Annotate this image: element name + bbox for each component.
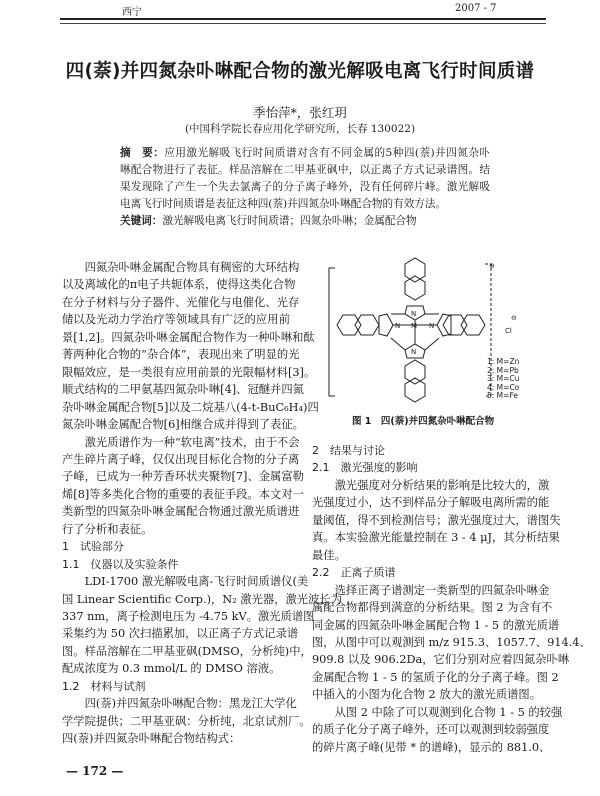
body-text-line: 量阈值，得不到检测信号；激光强度过大，谱图失 bbox=[312, 513, 561, 527]
abstract-line: 果发现除了产生一个失去氯离子的分子离子峰外，没有任何碎片峰。激光解吸 bbox=[120, 181, 490, 193]
running-header-issue: 2007 - 7 bbox=[455, 3, 497, 14]
body-text-line: 四(萘)并四氮杂卟啉配合物结构式： bbox=[62, 732, 241, 746]
charge-minus: ⊖ bbox=[511, 314, 517, 322]
nitrogen-label: N bbox=[411, 310, 417, 318]
body-text-line: 的质子化分子离子峰外，还可以观测到较弱强度 bbox=[312, 723, 550, 737]
body-text-line: 光强度过小，达不到样品分子解吸电离所需的能 bbox=[312, 496, 550, 510]
charge-plus: ⊕ bbox=[489, 262, 495, 270]
body-text-line: 四氮杂卟啉金属配合物具有稠密的大环结构 bbox=[84, 261, 300, 274]
body-text-line: 配成浓度为 0.3 mmol/L 的 DMSO 溶液。 bbox=[62, 662, 281, 676]
body-text-line: 337 nm，离子检测电压为 -4.75 kV。激光质谱图 bbox=[62, 610, 315, 623]
body-text-line: 菁两种化合物的“杂合体”，表现出来了明显的光 bbox=[62, 348, 300, 362]
abstract-line: 啉配合物进行了表征。样品溶解在二甲基亚砜中，以正离子方式记录谱图。结 bbox=[120, 164, 490, 176]
body-text-line: 采集约为 50 次扫描累加，以正离子方式记录谱 bbox=[62, 627, 299, 641]
figure-legend bbox=[487, 358, 519, 401]
abstract-label: 摘 要： bbox=[120, 147, 165, 159]
body-text-line: 的碎片离子峰(见带 * 的谱峰)，显示的 881.0、 bbox=[312, 740, 551, 754]
body-text-line: 四(萘)并四氮杂卟啉配合物：黑龙江大学化 bbox=[84, 697, 297, 711]
nitrogen-label: N bbox=[411, 348, 417, 356]
body-text-line: 景[1,2]。四氮杂卟啉金属配合物作为一种卟啉和酞 bbox=[62, 330, 315, 344]
counter-ion: Cl bbox=[505, 327, 512, 335]
page-number: — 172 — bbox=[66, 764, 124, 778]
abstract-text: 应用激光解吸飞行时间质谱对含有不同金属的5种四(萘)并四氮杂卟 bbox=[164, 147, 490, 159]
body-text-line: 激光强度对分析结果的影响是比较大的，激 bbox=[334, 478, 550, 492]
body-text-line: 909.8 以及 906.2Da，它们分别对应着四氮杂卟啉 bbox=[312, 653, 570, 667]
body-text-line: 选择正离子谱测定一类新型的四氮杂卟啉金 bbox=[334, 583, 550, 597]
body-text-line: 激光质谱作为一种“软电离”技术，由于不会 bbox=[84, 435, 300, 449]
body-text-line: 类新型的四氮杂卟啉金属配合物通过激光质谱进 bbox=[62, 505, 300, 519]
keywords-label: 关键词： bbox=[120, 215, 163, 227]
body-text-line: 同金属的四氮杂卟啉金属配合物 1 - 5 的激光质谱 bbox=[312, 618, 560, 632]
body-text-line: 烯[8]等多类化合物的重要的表征手段。本文对一 bbox=[62, 487, 304, 501]
section-heading: 1 试验部分 bbox=[62, 540, 124, 554]
body-text-line: 子峰，已成为一种芳香环状夹聚物[7]、金属富勒 bbox=[62, 470, 304, 484]
body-text-line: 以及离域化的π电子共轭体系，使得这类化合物 bbox=[62, 278, 296, 292]
legend-item: 3: M=Cu bbox=[487, 374, 520, 384]
paper-title: 四(萘)并四氮杂卟啉配合物的激光解吸电离飞行时间质谱 bbox=[65, 61, 535, 82]
running-header-journal: 西宁 bbox=[122, 7, 142, 18]
body-text-line: 金属配合物 1 - 5 的氢质子化的分子离子峰。图 2 bbox=[312, 670, 559, 684]
body-text-line: 图，从图中可以观测到 m/z 915.3、1057.7、914.4、 bbox=[312, 635, 591, 649]
bracket-left bbox=[329, 268, 335, 396]
body-text-line: 限幅效应，是一类很有应用前景的光限幅材料[3]。 bbox=[62, 365, 316, 379]
legend-item: 1: M=Zn bbox=[487, 357, 520, 366]
legend-item: 5: M=Fe bbox=[487, 391, 518, 401]
section-heading: 2 结果与讨论 bbox=[312, 444, 385, 457]
body-text-line: 行了分析和表征。 bbox=[62, 522, 153, 536]
body-text-line: 杂卟啉金属配合物[5]以及二烷基八(4-t-BuC₆H₄)四 bbox=[62, 400, 319, 414]
central-metal-label: M bbox=[411, 322, 418, 330]
figure-caption: 图 1 四(萘)并四氮杂卟啉配合物 bbox=[352, 416, 495, 427]
body-text-line: 中插入的小图为化合物 2 放大的激光质谱图。 bbox=[312, 688, 542, 702]
body-text-line: LDI-1700 激光解吸电离-飞行时间质谱仪(美 bbox=[84, 575, 309, 589]
header-rule bbox=[60, 18, 546, 20]
authors: 季怡萍*，张红玥 bbox=[253, 105, 347, 120]
legend-item: 2: M=Pb bbox=[487, 365, 519, 375]
nitrogen-label: N bbox=[429, 322, 435, 330]
body-text-line: 产生碎片离子峰，仅仅出现目标化合物的分子离 bbox=[62, 452, 300, 466]
legend-item: 4: M=Co bbox=[487, 382, 520, 392]
body-text-line: 属配合物都得到满意的分析结果。图 2 为含有不 bbox=[312, 601, 553, 615]
section-heading: 2.1 激光强度的影响 bbox=[312, 461, 418, 475]
keywords: 激光解吸电离飞行时间质谱；四氮杂卟啉；金属配合物 bbox=[162, 215, 417, 227]
keywords-line bbox=[120, 213, 490, 229]
body-text-line: 真。本实验激光能量控制在 3 - 4 μJ，其分析结果 bbox=[312, 531, 560, 545]
body-text-line: 最佳。 bbox=[312, 548, 346, 562]
section-heading: 1.1 仪器以及实验条件 bbox=[62, 557, 179, 571]
section-heading: 2.2 正离子质谱 bbox=[312, 566, 396, 580]
body-text-line: 氮杂卟啉金属配合物[6]相继合成并得到了表征。 bbox=[62, 418, 304, 432]
nitrogen-label: N bbox=[395, 322, 401, 330]
affiliation: (中国科学院长春应用化学研究所，长春 130022) bbox=[184, 123, 416, 135]
section-heading: 1.2 材料与试剂 bbox=[62, 679, 146, 693]
body-text-line: 图。样品溶解在二甲基亚砜(DMSO，分析纯)中， bbox=[62, 644, 312, 658]
abstract-line: 电离飞行时间质谱是表征这种四(萘)并四氮杂卟啉配合物的有效方法。 bbox=[120, 198, 447, 210]
body-text-line: 储以及光动力学治疗等领域具有广泛的应用前 bbox=[62, 313, 290, 327]
header-rule-thin bbox=[60, 23, 546, 24]
abstract-line bbox=[120, 145, 490, 161]
body-text-line: 从图 2 中除了可以观测到化合物 1 - 5 的较强 bbox=[334, 705, 563, 719]
body-text-line: 在分子材料与分子器件、光催化与电催化、光存 bbox=[62, 295, 300, 309]
body-text-line: 国 Linear Scientific Corp.)，N₂ 激光器，激光波长为 bbox=[62, 592, 342, 606]
body-text-line: 顺式结构的二甲氨基四氮杂卟啉[4]、冠醚并四氮 bbox=[62, 383, 304, 397]
body-text-line: 学学院提供；二甲基亚砜：分析纯，北京试剂厂。 bbox=[62, 714, 311, 728]
